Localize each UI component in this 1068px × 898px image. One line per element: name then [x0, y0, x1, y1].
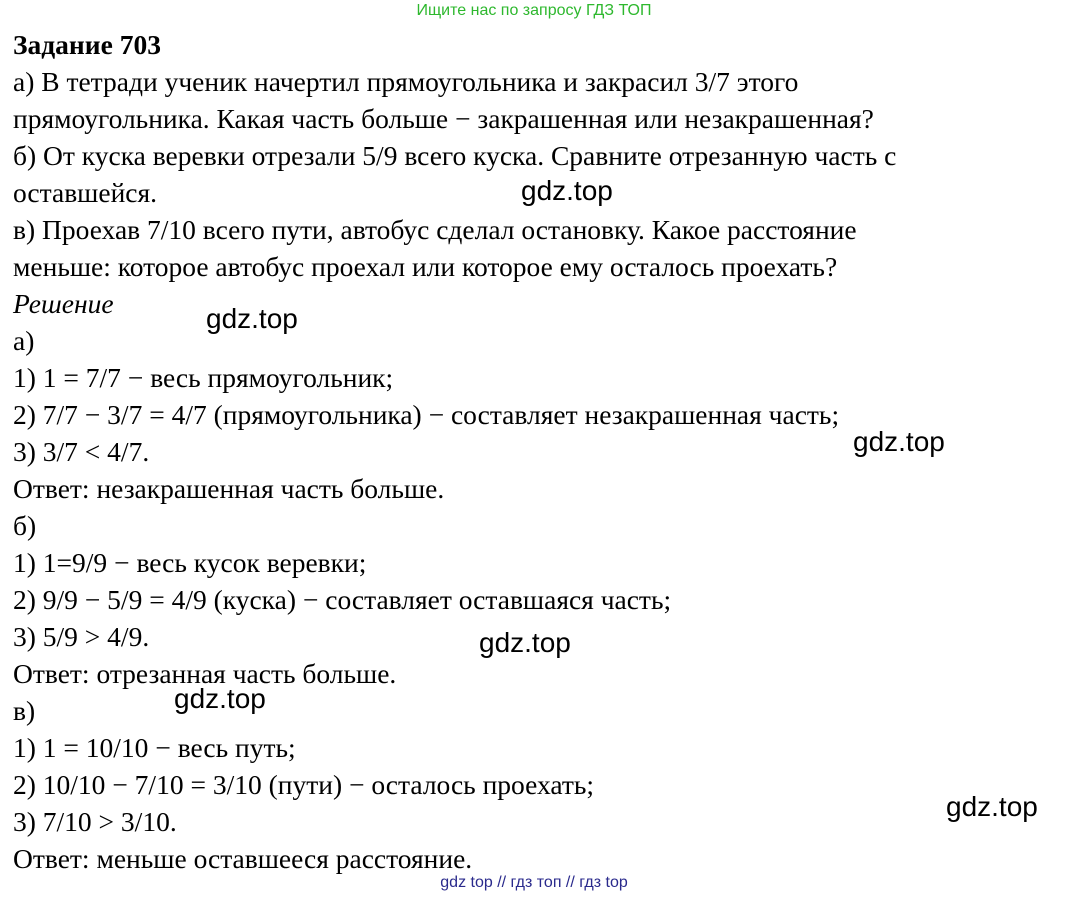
watermark: gdz.top: [521, 175, 613, 206]
part-b-label: б): [13, 510, 37, 541]
solution-line: 3) 5/9 > 4/9.: [13, 621, 150, 652]
watermark: gdz.top: [853, 426, 945, 457]
solution-heading: Решение: [13, 288, 114, 319]
task-text-line: прямоугольника. Какая часть больше − закрашенная или незакрашенная?: [13, 103, 874, 134]
watermark: gdz.top: [206, 303, 298, 334]
task-text-line: меньше: которое автобус проехал или которое ему осталось проехать?: [13, 251, 838, 282]
solution-line: 1) 1 = 10/10 − весь путь;: [13, 732, 296, 763]
solution-line: 1) 1 = 7/7 − весь прямоугольник;: [13, 362, 394, 393]
part-c-label: в): [13, 695, 36, 726]
answer-line: Ответ: меньше оставшееся расстояние.: [13, 843, 473, 874]
answer-line: Ответ: отрезанная часть больше.: [13, 658, 397, 689]
top-banner-link[interactable]: Ищите нас по запросу ГДЗ ТОП: [416, 2, 652, 19]
part-a-label: а): [13, 325, 35, 356]
watermark: gdz.top: [946, 791, 1038, 822]
solution-line: 3) 3/7 < 4/7.: [13, 436, 150, 467]
solution-line: 2) 9/9 − 5/9 = 4/9 (куска) − составляет оставшаяся часть;: [13, 584, 672, 615]
task-text-line: а) В тетради ученик начертил прямоугольника и закрасил 3/7 этого: [13, 66, 799, 97]
task-text-line: в) Проехав 7/10 всего пути, автобус сделал остановку. Какое расстояние: [13, 214, 857, 245]
solution-line: 2) 10/10 − 7/10 = 3/10 (пути) − осталось проехать;: [13, 769, 595, 800]
footer-link[interactable]: gdz top // гдз топ // гдз top: [440, 874, 628, 891]
task-text-line: б) От куска веревки отрезали 5/9 всего куска. Сравните отрезанную часть с: [13, 140, 897, 171]
answer-line: Ответ: незакрашенная часть больше.: [13, 473, 445, 504]
task-title: Задание 703: [13, 29, 161, 60]
watermark: gdz.top: [479, 627, 571, 658]
solution-line: 3) 7/10 > 3/10.: [13, 806, 177, 837]
watermark: gdz.top: [174, 683, 266, 714]
task-text-line: оставшейся.: [13, 177, 158, 208]
solution-line: 1) 1=9/9 − весь кусок веревки;: [13, 547, 367, 578]
solution-line: 2) 7/7 − 3/7 = 4/7 (прямоугольника) − составляет незакрашенная часть;: [13, 399, 840, 430]
